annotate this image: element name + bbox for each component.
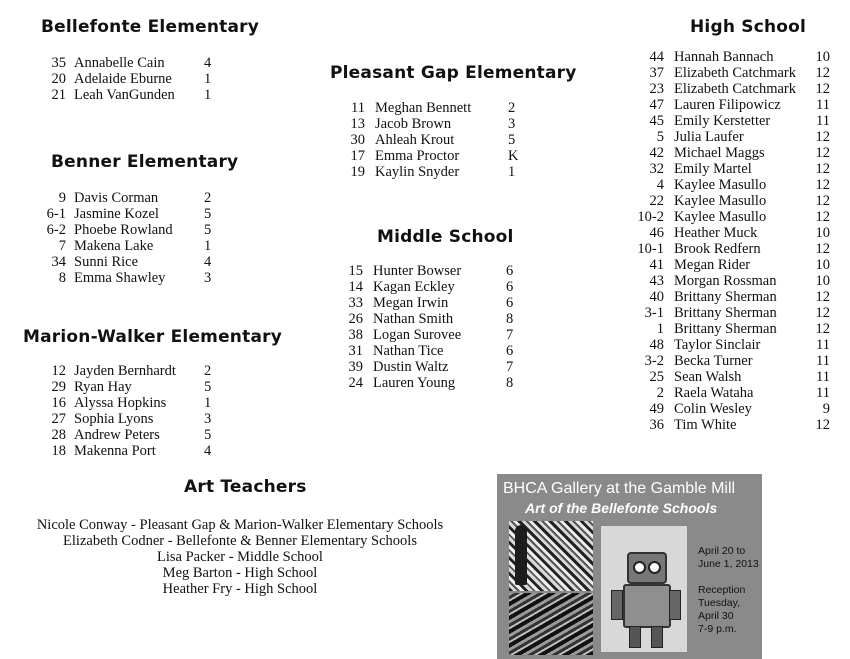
grade-level: 12: [815, 161, 830, 177]
student-name: Becka Turner: [674, 353, 753, 369]
entry-number: 41: [649, 257, 664, 273]
table-bellefonte-elementary: [26, 55, 236, 103]
entry-number: 14: [348, 279, 363, 295]
art-teachers-list: [20, 517, 460, 597]
student-name: Alyssa Hopkins: [74, 395, 167, 411]
entry-number: 44: [649, 49, 664, 65]
list-item: [325, 100, 545, 116]
entry-number: 37: [649, 65, 664, 81]
entry-number: 38: [348, 327, 363, 343]
poster-reception: [698, 584, 745, 636]
poster-reception-line: 7-9 p.m.: [698, 623, 737, 635]
grade-level: 11: [816, 97, 830, 113]
entry-number: 9: [58, 190, 66, 206]
student-name: Ryan Hay: [74, 379, 132, 395]
entry-number: 26: [348, 311, 363, 327]
list-item: [26, 411, 236, 427]
student-name: Heather Muck: [674, 225, 758, 241]
entry-number: 47: [649, 97, 664, 113]
list-item: [26, 379, 236, 395]
student-name: Nathan Tice: [373, 343, 444, 359]
student-name: Elizabeth Catchmark: [674, 81, 796, 97]
student-name: Brook Redfern: [674, 241, 761, 257]
entry-number: 36: [649, 417, 664, 433]
entry-number: 24: [348, 375, 363, 391]
list-item: [620, 49, 834, 65]
entry-number: 28: [51, 427, 66, 443]
list-item: [26, 427, 236, 443]
heading-marion-walker-elementary: Marion-Walker Elementary: [23, 327, 282, 347]
list-item: [26, 87, 236, 103]
student-name: Emily Martel: [674, 161, 752, 177]
heading-art-teachers: Art Teachers: [184, 477, 307, 497]
list-item: [323, 343, 543, 359]
list-item: [26, 55, 236, 71]
student-name: Raela Wataha: [674, 385, 754, 401]
grade-level: 2: [204, 190, 212, 206]
robot-head: [627, 552, 667, 584]
student-name: Sophia Lyons: [74, 411, 154, 427]
grade-level: 1: [204, 395, 212, 411]
student-name: Lauren Filipowicz: [674, 97, 781, 113]
grade-level: 11: [816, 113, 830, 129]
grade-level: 1: [204, 87, 212, 103]
student-name: Lauren Young: [373, 375, 456, 391]
student-name: Jacob Brown: [375, 116, 452, 132]
student-name: Kaylee Masullo: [674, 193, 767, 209]
grade-level: 9: [822, 401, 830, 417]
list-item: [620, 81, 834, 97]
heading-middle-school: Middle School: [377, 227, 514, 247]
student-name: Tim White: [674, 417, 737, 433]
poster-date-line: June 1, 2013: [698, 558, 759, 570]
grade-level: 12: [815, 209, 830, 225]
student-name: Kagan Eckley: [373, 279, 455, 295]
student-name: Brittany Sherman: [674, 289, 777, 305]
grade-level: 6: [506, 343, 514, 359]
student-name: Phoebe Rowland: [74, 222, 173, 238]
grade-level: 3: [508, 116, 516, 132]
student-name: Jayden Bernhardt: [74, 363, 176, 379]
list-item: [620, 305, 834, 321]
robot-leg-left: [629, 626, 641, 648]
poster-reception-line: Tuesday,: [698, 597, 741, 609]
student-name: Taylor Sinclair: [674, 337, 761, 353]
grade-level: 2: [508, 100, 516, 116]
student-name: Kaylee Masullo: [674, 209, 767, 225]
entry-number: 29: [51, 379, 66, 395]
list-item: [323, 311, 543, 327]
heading-pleasant-gap-elementary: Pleasant Gap Elementary: [330, 63, 577, 83]
list-item: [620, 177, 834, 193]
grade-level: 5: [508, 132, 516, 148]
list-item: [620, 209, 834, 225]
grade-level: 4: [204, 55, 212, 71]
list-item: [323, 279, 543, 295]
list-item: [620, 337, 834, 353]
teacher-line: Meg Barton - High School: [162, 565, 318, 581]
entry-number: 40: [649, 289, 664, 305]
list-item: [620, 145, 834, 161]
list-item: [323, 327, 543, 343]
student-name: Elizabeth Catchmark: [674, 65, 796, 81]
list-item: [620, 257, 834, 273]
grade-level: 2: [204, 363, 212, 379]
grade-level: 6: [506, 295, 514, 311]
robot-arm-right: [669, 590, 681, 620]
grade-level: 7: [506, 327, 514, 343]
entry-number: 6-2: [46, 222, 66, 238]
student-name: Jasmine Kozel: [74, 206, 159, 222]
entry-number: 8: [58, 270, 66, 286]
table-pleasant-gap-elementary: [325, 100, 545, 180]
entry-number: 23: [649, 81, 664, 97]
entry-number: 18: [51, 443, 66, 459]
list-item: [26, 238, 236, 254]
list-item: [620, 321, 834, 337]
grade-level: 5: [204, 427, 212, 443]
student-name: Hunter Bowser: [373, 263, 462, 279]
teacher-line: Nicole Conway - Pleasant Gap & Marion-Walker Elementary Schools: [36, 517, 444, 533]
list-item: [620, 417, 834, 433]
student-name: Hannah Bannach: [674, 49, 774, 65]
grade-level: 3: [204, 270, 212, 286]
student-name: Michael Maggs: [674, 145, 765, 161]
list-item: [26, 395, 236, 411]
list-item: [620, 289, 834, 305]
teacher-line: Lisa Packer - Middle School: [157, 549, 323, 565]
entry-number: 22: [649, 193, 664, 209]
grade-level: 12: [815, 65, 830, 81]
entry-number: 42: [649, 145, 664, 161]
student-name: Leah VanGunden: [74, 87, 175, 103]
student-name: Davis Corman: [74, 190, 159, 206]
grade-level: 11: [816, 337, 830, 353]
student-name: Brittany Sherman: [674, 321, 777, 337]
entry-number: 31: [348, 343, 363, 359]
list-item: [26, 270, 236, 286]
entry-number: 11: [351, 100, 365, 116]
grade-level: 10: [815, 225, 830, 241]
grade-level: 5: [204, 222, 212, 238]
student-name: Kaylee Masullo: [674, 177, 767, 193]
entry-number: 35: [51, 55, 66, 71]
list-item: [323, 295, 543, 311]
grade-level: 12: [815, 193, 830, 209]
list-item: [325, 132, 545, 148]
grade-level: 1: [508, 164, 516, 180]
list-item: [620, 193, 834, 209]
list-item: [620, 129, 834, 145]
list-item: [620, 113, 834, 129]
list-item: [325, 116, 545, 132]
entry-number: 19: [350, 164, 365, 180]
list-item: [26, 190, 236, 206]
robot-leg-right: [651, 626, 663, 648]
entry-number: 3-1: [644, 305, 664, 321]
student-name: Nathan Smith: [373, 311, 454, 327]
table-marion-walker-elementary: [26, 363, 236, 459]
table-benner-elementary: [26, 190, 236, 286]
heading-high-school: High School: [690, 17, 807, 37]
student-name: Meghan Bennett: [375, 100, 472, 116]
student-name: Emily Kerstetter: [674, 113, 771, 129]
list-item: [26, 222, 236, 238]
student-name: Colin Wesley: [674, 401, 752, 417]
grade-level: 12: [815, 321, 830, 337]
student-name: Makenna Port: [74, 443, 156, 459]
grade-level: 6: [506, 263, 514, 279]
robot-arm-left: [611, 590, 623, 620]
poster-subtitle: Art of the Bellefonte Schools: [525, 500, 718, 516]
list-item: [26, 254, 236, 270]
student-name: Adelaide Eburne: [74, 71, 172, 87]
grade-level: 4: [204, 254, 212, 270]
gallery-poster: [497, 474, 762, 659]
teacher-line: Heather Fry - High School: [162, 581, 318, 597]
grade-level: 12: [815, 241, 830, 257]
grade-level: 12: [815, 145, 830, 161]
student-name: Kaylin Snyder: [375, 164, 460, 180]
poster-reception-line: Reception: [698, 584, 746, 596]
poster-artwork-figure: [509, 521, 593, 591]
entry-number: 7: [58, 238, 66, 254]
student-name: Julia Laufer: [674, 129, 744, 145]
table-middle-school: [323, 263, 543, 391]
grade-level: 12: [815, 177, 830, 193]
entry-number: 32: [649, 161, 664, 177]
grade-level: 7: [506, 359, 514, 375]
entry-number: 4: [656, 177, 664, 193]
entry-number: 2: [656, 385, 664, 401]
entry-number: 34: [51, 254, 66, 270]
robot-eye-left: [633, 561, 646, 574]
entry-number: 10-1: [637, 241, 664, 257]
poster-date-line: April 20 to: [698, 545, 746, 557]
grade-level: 10: [815, 257, 830, 273]
entry-number: 33: [348, 295, 363, 311]
poster-title: BHCA Gallery at the Gamble Mill: [503, 480, 736, 497]
list-item: [323, 263, 543, 279]
entry-number: 17: [350, 148, 365, 164]
list-item: [620, 225, 834, 241]
student-name: Emma Proctor: [375, 148, 460, 164]
student-name: Megan Rider: [674, 257, 751, 273]
entry-number: 39: [348, 359, 363, 375]
grade-level: 1: [204, 71, 212, 87]
grade-level: 12: [815, 129, 830, 145]
entry-number: 48: [649, 337, 664, 353]
entry-number: 16: [51, 395, 66, 411]
entry-number: 46: [649, 225, 664, 241]
entry-number: 5: [656, 129, 664, 145]
student-name: Annabelle Cain: [74, 55, 165, 71]
entry-number: 1: [656, 321, 664, 337]
poster-artwork-abstract: [509, 593, 593, 655]
entry-number: 10-2: [637, 209, 664, 225]
list-item: [325, 148, 545, 164]
grade-level: 12: [815, 81, 830, 97]
grade-level: 8: [506, 311, 514, 327]
grade-level: 12: [815, 305, 830, 321]
student-name: Megan Irwin: [373, 295, 449, 311]
entry-number: 45: [649, 113, 664, 129]
list-item: [620, 241, 834, 257]
list-item: [323, 359, 543, 375]
grade-level: 11: [816, 385, 830, 401]
heading-bellefonte-elementary: Bellefonte Elementary: [41, 17, 260, 37]
student-name: Morgan Rossman: [674, 273, 777, 289]
student-name: Logan Surovee: [373, 327, 462, 343]
entry-number: 13: [350, 116, 365, 132]
robot-eye-right: [648, 561, 661, 574]
entry-number: 27: [51, 411, 66, 427]
grade-level: 4: [204, 443, 212, 459]
list-item: [620, 385, 834, 401]
entry-number: 21: [51, 87, 66, 103]
entry-number: 25: [649, 369, 664, 385]
poster-reception-line: April 30: [698, 610, 734, 622]
grade-level: 12: [815, 289, 830, 305]
entry-number: 12: [51, 363, 66, 379]
grade-level: 5: [204, 206, 212, 222]
student-name: Ahleah Krout: [375, 132, 455, 148]
grade-level: 8: [506, 375, 514, 391]
grade-level: K: [508, 148, 519, 164]
poster-artwork-robot: [601, 526, 687, 652]
student-name: Brittany Sherman: [674, 305, 777, 321]
student-name: Emma Shawley: [74, 270, 166, 286]
grade-level: 3: [204, 411, 212, 427]
list-item: [620, 65, 834, 81]
list-item: [620, 401, 834, 417]
entry-number: 43: [649, 273, 664, 289]
list-item: [620, 353, 834, 369]
grade-level: 11: [816, 353, 830, 369]
grade-level: 10: [815, 49, 830, 65]
robot-body: [623, 584, 671, 628]
grade-level: 5: [204, 379, 212, 395]
list-item: [323, 375, 543, 391]
entry-number: 30: [350, 132, 365, 148]
student-name: Makena Lake: [74, 238, 154, 254]
list-item: [325, 164, 545, 180]
grade-level: 1: [204, 238, 212, 254]
list-item: [26, 206, 236, 222]
list-item: [620, 369, 834, 385]
grade-level: 6: [506, 279, 514, 295]
student-name: Andrew Peters: [74, 427, 160, 443]
grade-level: 12: [815, 417, 830, 433]
list-item: [620, 97, 834, 113]
student-name: Dustin Waltz: [373, 359, 449, 375]
list-item: [620, 273, 834, 289]
list-item: [26, 363, 236, 379]
entry-number: 49: [649, 401, 664, 417]
entry-number: 3-2: [644, 353, 664, 369]
figure-silhouette: [515, 525, 527, 585]
student-name: Sean Walsh: [674, 369, 742, 385]
poster-dates: [698, 545, 759, 571]
entry-number: 20: [51, 71, 66, 87]
grade-level: 11: [816, 369, 830, 385]
teacher-line: Elizabeth Codner - Bellefonte & Benner Elementary Schools: [63, 533, 417, 549]
table-high-school: [620, 49, 834, 433]
list-item: [26, 443, 236, 459]
list-item: [26, 71, 236, 87]
heading-benner-elementary: Benner Elementary: [51, 152, 239, 172]
entry-number: 15: [348, 263, 363, 279]
entry-number: 6-1: [46, 206, 66, 222]
list-item: [620, 161, 834, 177]
grade-level: 10: [815, 273, 830, 289]
student-name: Sunni Rice: [74, 254, 139, 270]
